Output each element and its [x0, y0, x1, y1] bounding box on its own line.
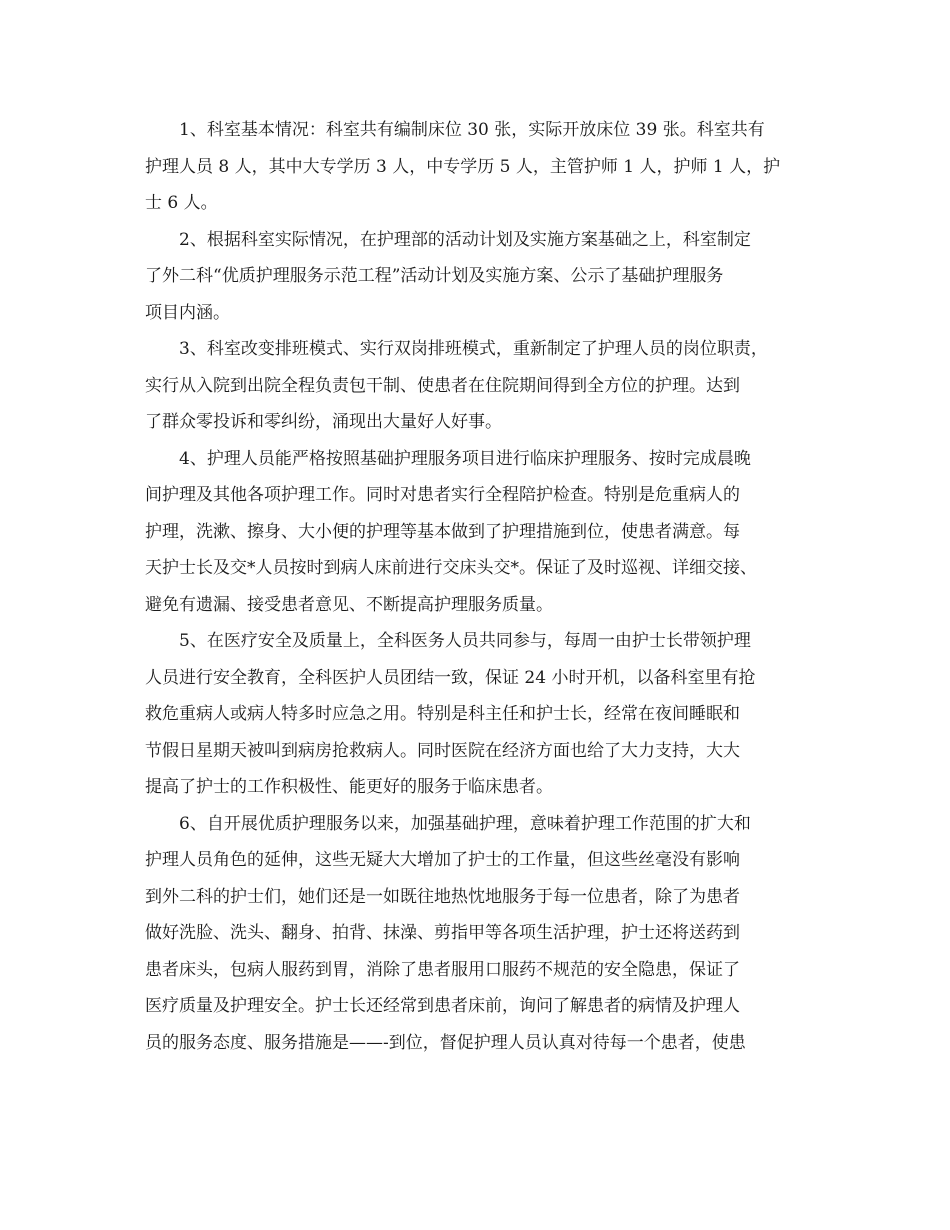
text-line: 2、根据科室实际情况，在护理部的活动计划及实施方案基础之上，科室制定	[179, 229, 751, 250]
text-line: 间护理及其他各项护理工作。同时对患者实行全程陪护检查。特别是危重病人的	[145, 485, 740, 505]
text-line: 了群众零投诉和零纠纷，涌现出大量好人好事。	[145, 412, 502, 432]
text-line: 医疗质量及护理安全。护士长还经常到患者床前，询问了解患者的病情及护理人	[145, 996, 740, 1016]
text-line: 4、护理人员能严格按照基础护理服务项目进行临床护理服务、按时完成晨晚	[179, 448, 751, 469]
text-line: 项目内涵。	[145, 302, 230, 323]
text-line: 救危重病人或病人特多时应急之用。特别是科主任和护士长，经常在夜间睡眠和	[145, 704, 740, 724]
text-line: 实行从入院到出院全程负责包干制、使患者在住院期间得到全方位的护理。达到	[145, 375, 740, 396]
text-line: 了外二科“优质护理服务示范工程”活动计划及实施方案、公示了基础护理服务	[145, 266, 724, 286]
text-line: 做好洗脸、洗头、翻身、拍背、抹澡、剪指甲等各项生活护理，护士还将送药到	[145, 923, 740, 943]
text-line: 人员进行安全教育，全科医护人员团结一致，保证 24 小时开机，以备科室里有抢	[145, 667, 756, 688]
text-line: 节假日星期天被叫到病房抢救病人。同时医院在经济方面也给了大力支持，大大	[145, 740, 740, 761]
text-line: 护理，洗漱、擦身、大小便的护理等基本做到了护理措施到位，使患者满意。每	[145, 521, 740, 542]
text-line: 护理人员 8 人，其中大专学历 3 人，中专学历 5 人，主管护师 1 人，护师 1 人，护	[145, 156, 781, 177]
text-line: 3、科室改变排班模式、实行双岗排班模式，重新制定了护理人员的岗位职责，	[179, 339, 768, 359]
text-line: 5、在医疗安全及质量上，全科医务人员共同参与，每周一由护士长带领护理	[179, 631, 751, 651]
text-line: 到外二科的护士们，她们还是一如既往地热忱地服务于每一位患者，除了为患者	[145, 886, 740, 907]
text-line: 员的服务态度、服务措施是——-到位，督促护理人员认真对待每一个患者，使患	[145, 1032, 746, 1053]
text-line: 1、科室基本情况：科室共有编制床位 30 张，实际开放床位 39 张。科室共有	[179, 120, 765, 140]
text-line: 避免有遗漏、接受患者意见、不断提高护理服务质量。	[145, 594, 553, 615]
text-line: 天护士长及交*人员按时到病人床前进行交床头交*。保证了及时巡视、详细交接、	[145, 558, 757, 578]
text-line: 士 6 人。	[145, 193, 218, 213]
document-body	[145, 112, 810, 1061]
text-line: 患者床头，包病人服药到胃，消除了患者服用口服药不规范的安全隐患，保证了	[145, 959, 740, 980]
text-line: 6、自开展优质护理服务以来，加强基础护理，意味着护理工作范围的扩大和	[179, 813, 751, 834]
text-line: 提高了护士的工作积极性、能更好的服务于临床患者。	[145, 777, 553, 797]
text-line: 护理人员角色的延伸，这些无疑大大增加了护士的工作量，但这些丝毫没有影响	[145, 850, 740, 870]
